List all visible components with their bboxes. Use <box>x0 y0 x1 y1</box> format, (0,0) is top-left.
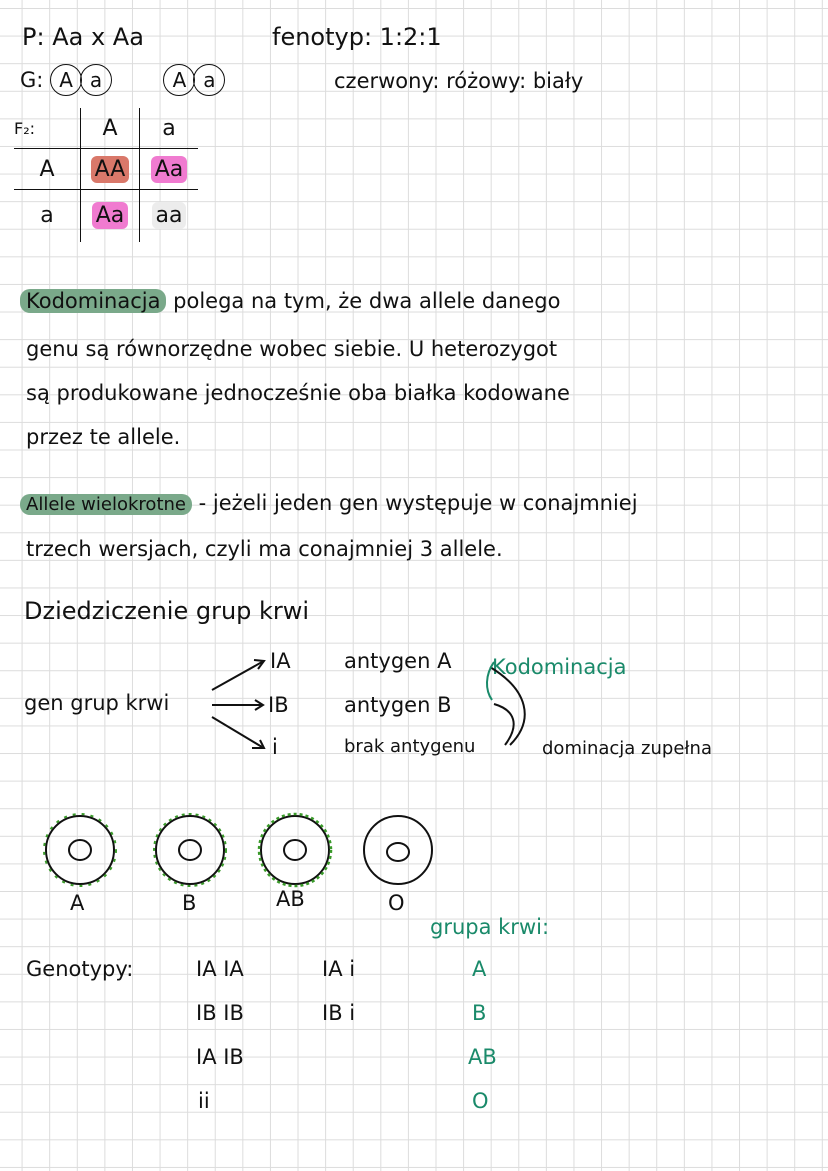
text: - jeżeli jeden gen występuje w conajmniej <box>191 491 638 515</box>
cell-label: B <box>182 891 197 915</box>
multiple-alleles-term: Allele wielokrotne <box>20 494 192 515</box>
arrow-icon <box>212 660 264 690</box>
punnett-label: F₂: <box>14 108 81 149</box>
gametes-label: G: <box>20 68 44 92</box>
cell-label: AB <box>276 887 305 911</box>
gamete: A <box>163 64 195 96</box>
blood-cells <box>44 814 432 886</box>
genotype-cell: Aa <box>92 202 129 229</box>
phenotype-colors: czerwony: różowy: biały <box>334 69 584 93</box>
allele: i <box>272 735 278 759</box>
col-head: A <box>81 108 140 149</box>
genotype-cell: AA <box>91 156 130 183</box>
blood-group: B <box>472 1001 487 1025</box>
parents-cross: P: Aa x Aa <box>22 23 144 51</box>
arrow-icon <box>212 700 263 710</box>
blood-group: AB <box>468 1045 497 1069</box>
antigen: antygen A <box>344 649 452 673</box>
cell-b-icon <box>154 814 226 886</box>
row-head: A <box>14 149 81 190</box>
arrow-icon <box>212 717 264 748</box>
genotype-cell: Aa <box>151 156 188 183</box>
genotypes-label: Genotypy: <box>26 957 134 981</box>
genotype-homo: IB IB <box>196 1001 244 1025</box>
genotype-hetero: IB i <box>322 1001 356 1025</box>
codominance-note: Kodominacja <box>492 655 627 679</box>
blood-title: Dziedziczenie grup krwi <box>24 597 310 625</box>
col-head: a <box>140 108 199 149</box>
codominance-line: genu są równorzędne wobec siebie. U heterozygot <box>26 337 558 361</box>
cell-label: A <box>70 891 85 915</box>
dominance-note: dominacja zupełna <box>542 738 712 759</box>
allele: IB <box>268 693 289 717</box>
curved-arrow-icon <box>490 667 525 745</box>
gene-label: gen grup krwi <box>24 691 170 715</box>
allele: IA <box>270 649 291 673</box>
codominance-line: przez te allele. <box>26 425 181 449</box>
antigen: brak antygenu <box>344 736 476 757</box>
blood-group: O <box>472 1089 489 1113</box>
codominance-term: Kodominacja <box>20 289 166 313</box>
row-head: a <box>14 190 81 242</box>
phenotype-ratio: fenotyp: 1:2:1 <box>272 23 442 51</box>
cell-a-icon <box>44 814 116 886</box>
genotype-homo: IA IB <box>196 1045 244 1069</box>
gamete: a <box>193 64 225 96</box>
cell-o-icon <box>364 816 432 884</box>
group-label: grupa krwi: <box>430 915 550 939</box>
multiple-alleles-line: trzech wersjach, czyli ma conajmniej 3 allele. <box>26 537 503 561</box>
antigen: antygen B <box>344 693 452 717</box>
cell-label: O <box>388 891 405 915</box>
genotype-homo: IA IA <box>196 957 244 981</box>
blood-group: A <box>472 957 487 981</box>
genotype-homo: ii <box>198 1089 210 1113</box>
codominance-line: są produkowane jednocześnie oba białka kodowane <box>26 381 570 405</box>
gamete: a <box>80 64 112 96</box>
genotype-hetero: IA i <box>322 957 356 981</box>
text: polega na tym, że dwa allele danego <box>166 289 561 313</box>
genotype-cell: aa <box>152 202 187 229</box>
curved-arrow-icon <box>494 704 514 745</box>
cell-ab-icon <box>259 814 331 886</box>
gamete: A <box>50 64 82 96</box>
